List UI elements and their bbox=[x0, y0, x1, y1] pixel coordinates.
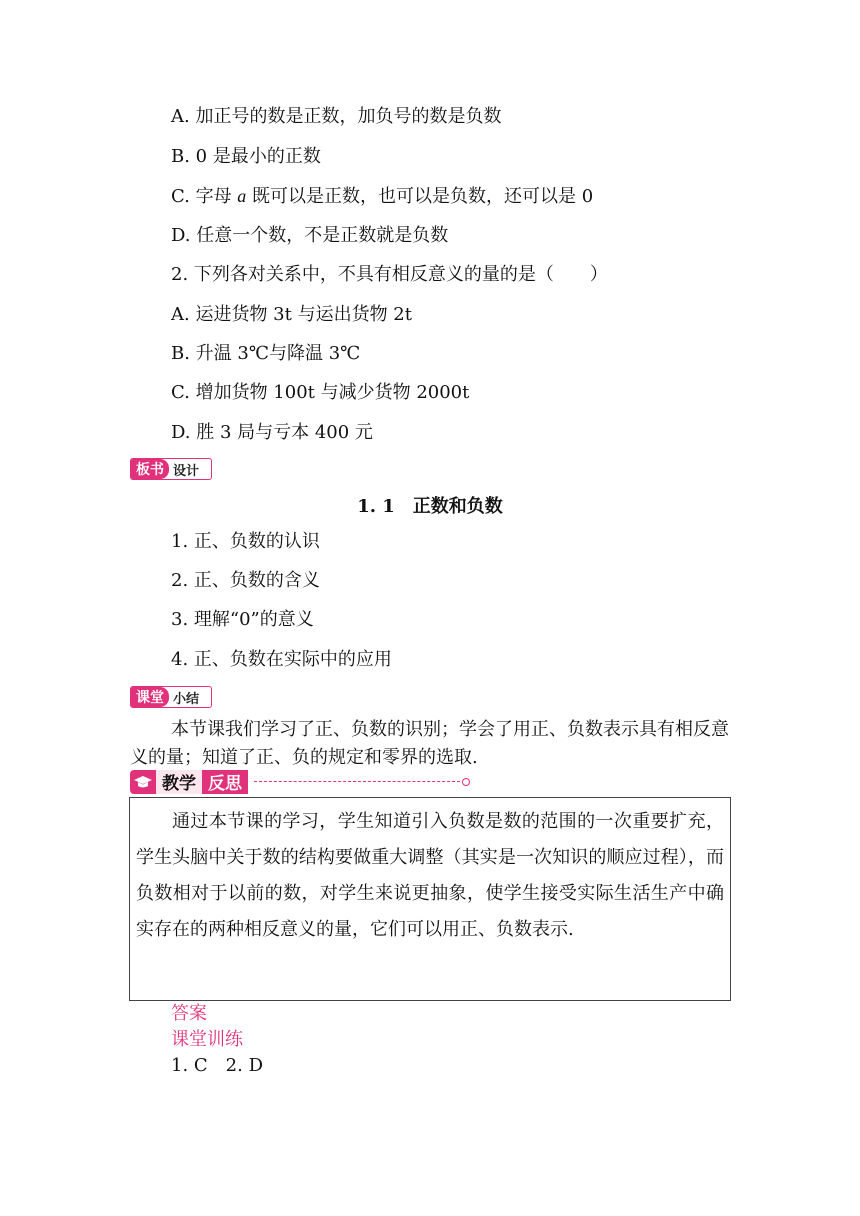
summary-tag-main: 课堂 bbox=[131, 687, 169, 707]
option-1c bbox=[171, 184, 593, 209]
variable-a: a bbox=[237, 186, 247, 206]
option-1b: B. 0 是最小的正数 bbox=[171, 146, 321, 167]
board-tag-main: 板书 bbox=[131, 459, 169, 479]
board-item: 1. 正、负数的认识 bbox=[171, 531, 320, 552]
reflection-text: 通过本节课的学习，学生知道引入负数是数的范围的一次重要扩充，学生头脑中关于数的结构要做重大调整（其实是一次知识的顺应过程），而负数相对于以前的数，对学生来说更抽象，使学生接受实际生活生产中确实存在的两种相反意义的量，它们可以用正、负数表示. bbox=[136, 811, 724, 940]
board-item: 3. 理解“0”的意义 bbox=[171, 609, 314, 630]
dashed-divider bbox=[254, 781, 460, 782]
graduation-cap-icon bbox=[130, 770, 156, 794]
option-1c-prefix: C. 字母 bbox=[171, 186, 238, 207]
option-2b: B. 升温 3℃与降温 3℃ bbox=[171, 343, 361, 364]
summary-text: 本节课我们学习了正、负数的识别；学会了用正、负数表示具有相反意义的量；知道了正、负的规定和零界的选取. bbox=[130, 719, 729, 768]
board-design-tag bbox=[130, 458, 212, 480]
board-item: 2. 正、负数的含义 bbox=[171, 570, 320, 591]
reflection-title-a: 教学 bbox=[156, 770, 202, 794]
reflection-box bbox=[129, 797, 731, 1001]
board-tag-sub: 设计 bbox=[173, 463, 200, 479]
board-heading: 1. 1 正数和负数 bbox=[357, 496, 503, 517]
question-2-stem: 2. 下列各对关系中，不具有相反意义的量的是（ ） bbox=[171, 264, 608, 285]
reflection-title-b: 反思 bbox=[202, 770, 248, 794]
board-item: 4. 正、负数在实际中的应用 bbox=[171, 649, 392, 670]
answers-text: 1. C 2. D bbox=[171, 1055, 263, 1076]
answers-section: 课堂训练 bbox=[171, 1029, 243, 1050]
teaching-reflection-header bbox=[130, 768, 470, 795]
option-1a: A. 加正号的数是正数，加负号的数是负数 bbox=[171, 106, 502, 127]
option-1d: D. 任意一个数，不是正数就是负数 bbox=[171, 225, 449, 246]
option-1c-suffix: 既可以是正数，也可以是负数，还可以是 0 bbox=[246, 186, 594, 207]
option-2c: C. 增加货物 100t 与减少货物 2000t bbox=[171, 382, 470, 403]
answers-label: 答案 bbox=[171, 1003, 207, 1024]
class-summary-tag bbox=[130, 686, 212, 708]
summary-tag-sub: 小结 bbox=[173, 691, 200, 707]
circle-end-icon bbox=[462, 778, 470, 786]
option-2a: A. 运进货物 3t 与运出货物 2t bbox=[171, 304, 412, 325]
option-2d: D. 胜 3 局与亏本 400 元 bbox=[171, 422, 373, 443]
